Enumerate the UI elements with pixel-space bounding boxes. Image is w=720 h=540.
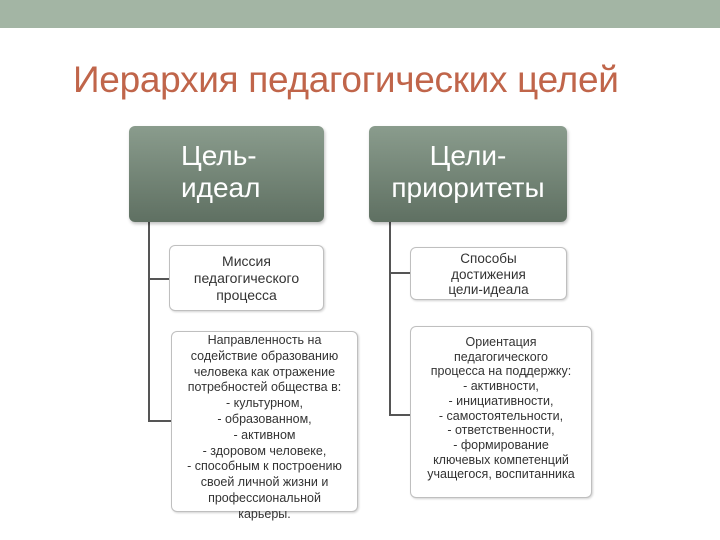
header-line: Цель- xyxy=(181,140,257,171)
right-connector-branch-2 xyxy=(389,414,411,416)
child-line: - самостоятельности, xyxy=(438,408,564,423)
child-line: - здоровом человеке, xyxy=(202,443,327,458)
child-box-mission xyxy=(169,245,324,311)
child-line: - способным к построению xyxy=(187,459,342,474)
child-line: Ориентация xyxy=(465,335,537,349)
slide-title: Иерархия педагогических целей xyxy=(73,59,619,100)
left-connector-branch-2 xyxy=(148,420,172,422)
child-line: цели-идеала xyxy=(448,282,529,297)
child-line: ключевых компетенций xyxy=(433,452,569,467)
left-connector-vertical xyxy=(148,222,150,422)
child-box-orientation xyxy=(410,326,592,498)
child-line: - образованном, xyxy=(217,411,312,426)
child-line: педагогического xyxy=(454,349,548,364)
child-line: - активности, xyxy=(463,379,539,394)
child-box-direction xyxy=(171,331,358,521)
header-box-goal-priorities xyxy=(369,126,567,222)
left-connector-branch-1 xyxy=(148,278,170,280)
child-box-methods xyxy=(410,247,567,300)
child-line: человека как отражение xyxy=(193,364,336,379)
child-line: учащегося, воспитанника xyxy=(427,467,575,482)
child-line: - ответственности, xyxy=(447,423,555,438)
child-line: педагогического xyxy=(193,270,300,286)
child-line: - культурном, xyxy=(226,396,303,411)
child-line: потребностей общества в: xyxy=(187,380,342,395)
right-connector-vertical xyxy=(389,222,391,416)
child-line: - инициативности, xyxy=(448,393,554,408)
child-line: Миссия xyxy=(222,253,271,269)
child-line: Способы xyxy=(460,251,517,266)
child-line: процесса xyxy=(216,287,277,303)
header-line: приоритеты xyxy=(391,172,545,203)
header-line: Цели- xyxy=(429,140,507,171)
top-decorative-band xyxy=(0,0,720,28)
child-line: профессиональной xyxy=(208,490,321,505)
child-line: достижения xyxy=(451,266,526,282)
right-connector-branch-1 xyxy=(389,272,411,274)
child-line: карьеры. xyxy=(238,506,291,521)
child-line: Направленность на xyxy=(207,333,322,347)
child-line: - формирование xyxy=(453,437,549,452)
child-line: процесса на поддержку: xyxy=(430,364,572,379)
child-line: своей личной жизни и xyxy=(200,475,329,490)
header-box-goal-ideal xyxy=(129,126,324,222)
header-line: идеал xyxy=(181,172,261,203)
child-line: содействие образованию xyxy=(190,348,339,363)
child-line: - активном xyxy=(233,427,296,442)
